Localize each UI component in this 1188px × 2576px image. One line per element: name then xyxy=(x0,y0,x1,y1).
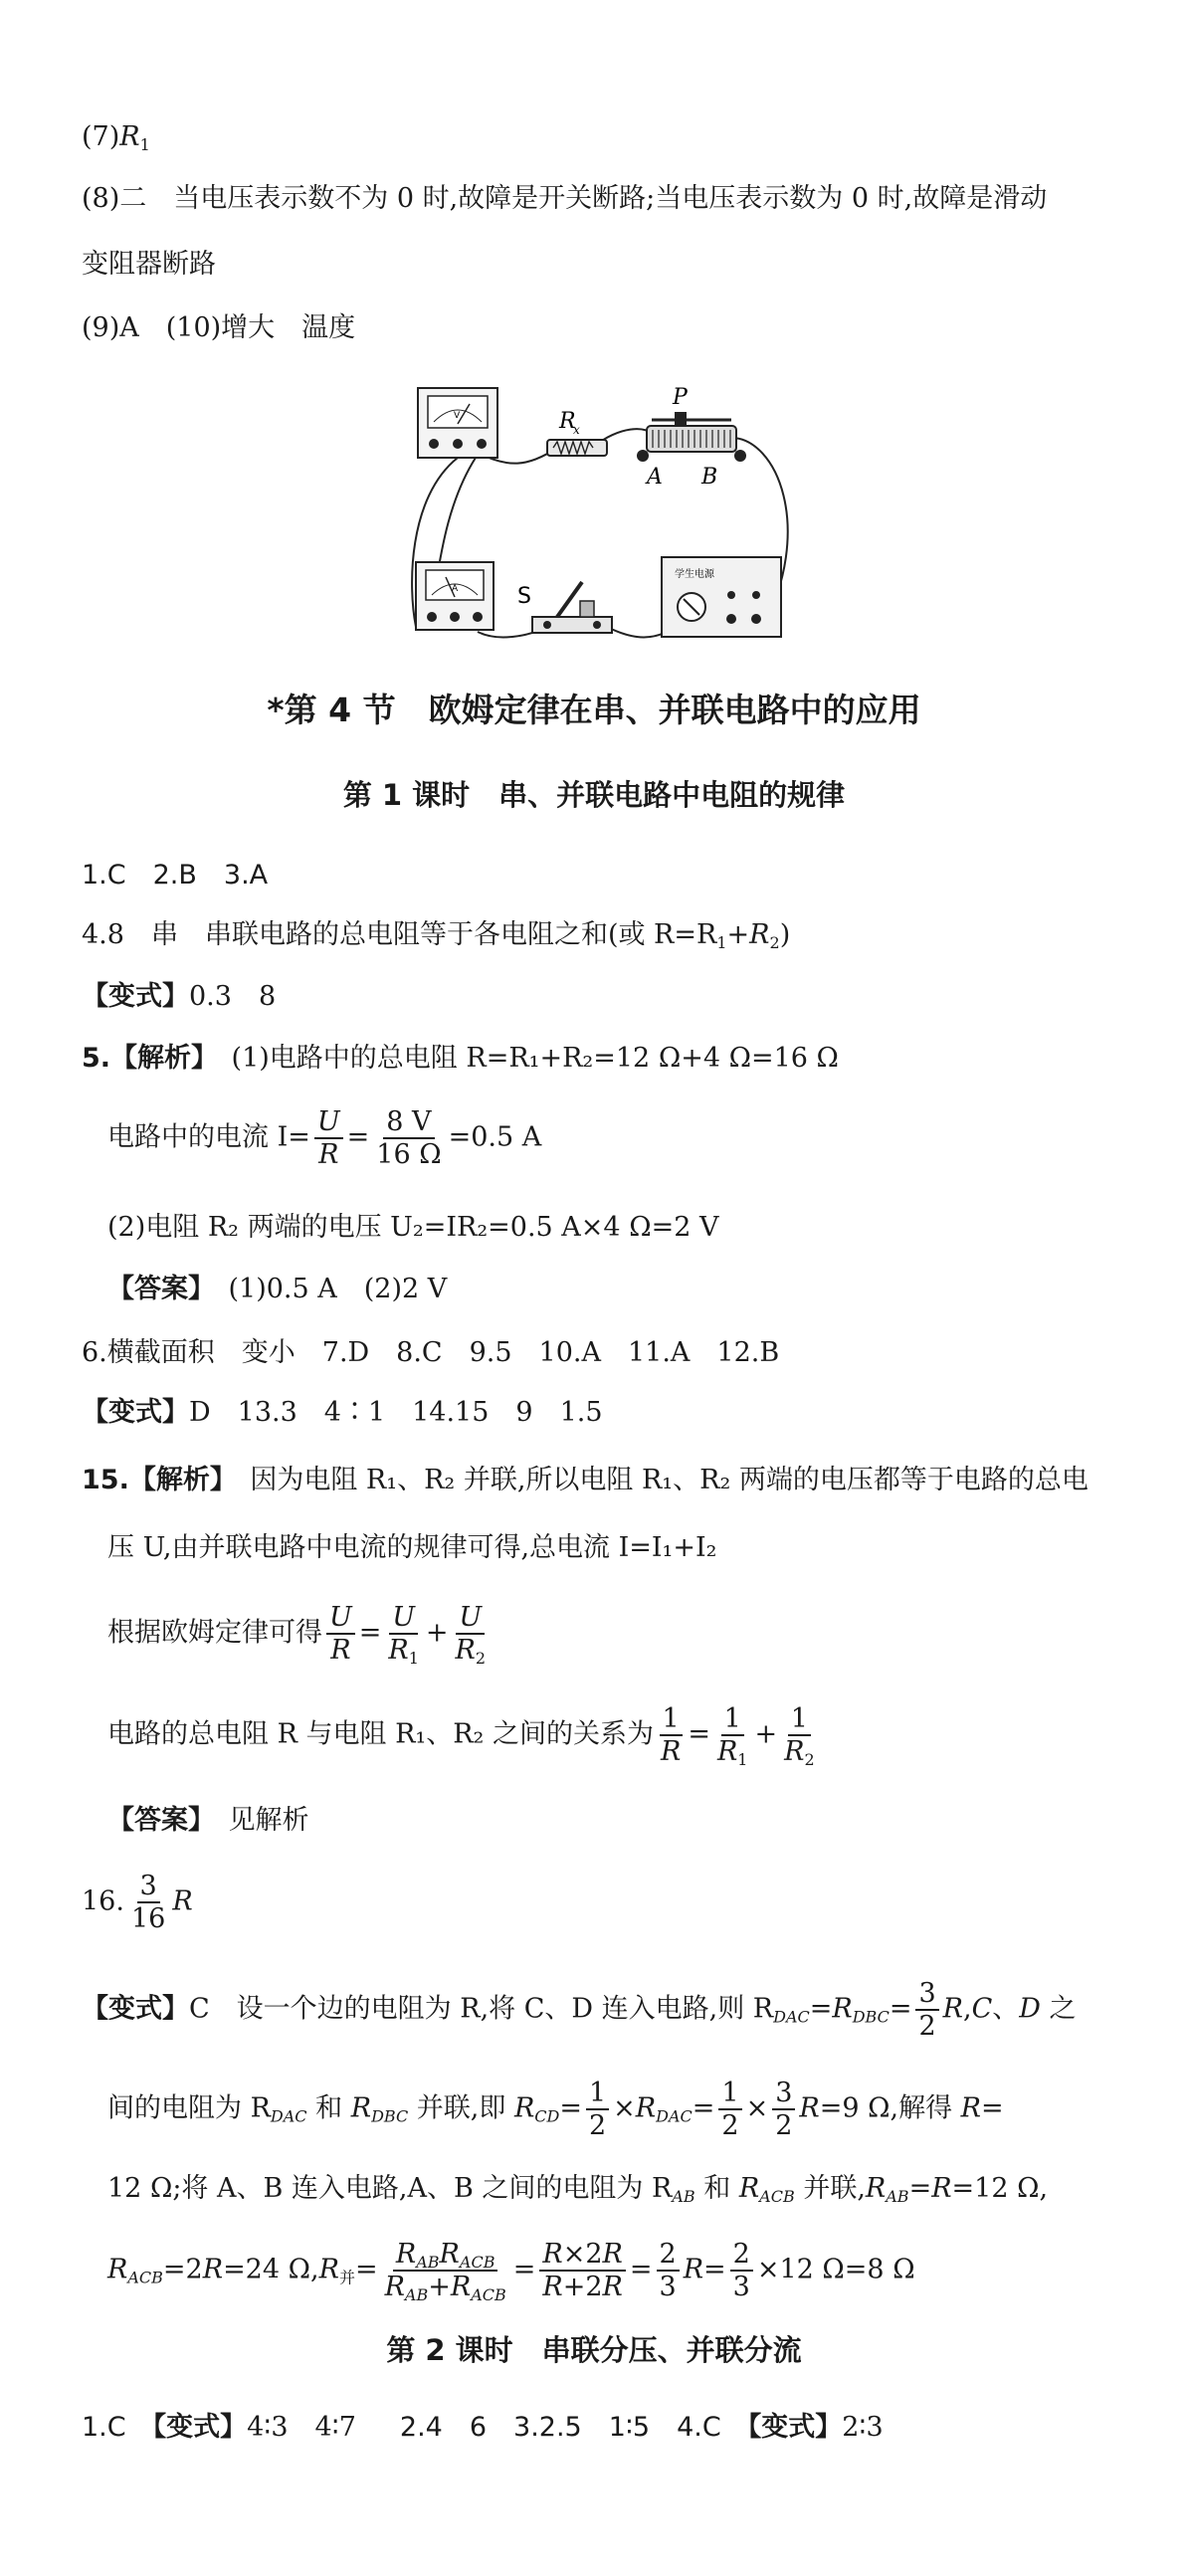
power-supply xyxy=(662,557,781,637)
lesson2-title: 第 2 课时 串联分压、并联分流 xyxy=(386,2333,802,2367)
answer-8-line2: 变阻器断路 xyxy=(82,249,216,280)
answer-15-line4: 电路的总电阻 R 与电阻 R₁、R₂ 之间的关系为 $\frac{1}{R}$ = $\frac{1}{R_1}$ + $\frac{1}{R_2}$ xyxy=(107,1703,815,1770)
answer-15-line1: 15.【解析】 因为电阻 R₁、R₂ 并联,所以电阻 R₁、R₂ 两端的电压都等于电路的总电 xyxy=(82,1465,1089,1495)
answer-7: $(7)R_1$ xyxy=(82,121,150,154)
svg-text:A: A xyxy=(452,584,459,594)
answer-8-line1: (8)二 当电压表示数不为 0 时,故障是开关断路;当电压表示数为 0 时,故障是滑动 xyxy=(82,183,1048,214)
power-label: 学生电源 xyxy=(675,569,714,580)
svg-text:V: V xyxy=(454,411,461,421)
variant-3-line2: 间的电阻为 $R_{DAC}$ 和 $R_{DBC}$ 并联,即 $R_{CD}=$ $\frac{1}{2}$ $\times R_{DAC}=$ $\frac{1}{2}$ × $\frac{3}{2}$ R=9 Ω,解得 R= xyxy=(107,2078,1004,2142)
wire-switch-power xyxy=(607,627,667,637)
answer-5-answer: 【答案】 (1)0.5 A (2)2 V xyxy=(107,1274,448,1304)
answer-9-10: (9)A (10)增大 温度 xyxy=(82,312,356,343)
answer-5-line1: 5.【解析】 (1)电路中的总电阻 R=R₁+R₂=12 Ω+4 Ω=16 Ω xyxy=(82,1043,839,1074)
answer-4: 4.8 串 串联电路的总电阻等于各电阻之和(或 $R=R_1+R_2$) xyxy=(82,919,791,952)
variant-1: 【变式】0.3 8 xyxy=(82,981,277,1012)
ammeter-bottom xyxy=(416,562,494,630)
label-rx: R xyxy=(559,409,576,434)
resistor-rx xyxy=(547,409,607,456)
variant-3-line1: 【变式】C 设一个边的电阻为 R,将 C、D 连入电路,则 $R_{DAC}=R_{DBC}=$ $\frac{3}{2}$ R,C、D 之 xyxy=(82,1978,1077,2043)
switch-s xyxy=(517,582,612,633)
answer-5-line2: 电路中的电流 I= $\frac{U}{R}$ = $\frac{8 V}{16 \Omega}$ =0.5 A xyxy=(107,1106,542,1171)
label-s: S xyxy=(517,584,531,609)
answer-5-line3: (2)电阻 R₂ 两端的电压 U₂=IR₂=0.5 A×4 Ω=2 V xyxy=(107,1212,719,1243)
answer-15-line2: 压 U,由并联电路中电流的规律可得,总电流 I=I₁+I₂ xyxy=(107,1532,717,1563)
variant-2: 【变式】D 13.3 4∶1 14.15 9 1.5 xyxy=(82,1397,603,1428)
variant-3-line4: $R_{ACB}=2R=24$ $\Omega,R_并=$ $\frac{R_{AB}R_{ACB}}{R_{AB}+R_{ACB}}$ = $\frac{R\times 2R}{R+2R}$ = $\frac{2}{3}$ R= $\frac{2}{3}$ ×12 Ω=8 Ω xyxy=(107,2239,915,2305)
label-rx-sub: x xyxy=(573,423,580,437)
label-a: A xyxy=(647,465,663,490)
section-title: *第 4 节 欧姆定律在串、并联电路中的应用 xyxy=(267,691,921,729)
lesson1-title: 第 1 课时 串、并联电路中电阻的规律 xyxy=(342,778,846,812)
rheostat xyxy=(637,385,746,490)
label-b: B xyxy=(701,465,718,490)
answers-1-3: 1.C 2.B 3.A xyxy=(82,860,269,891)
variant-3-line3: 12 Ω;将 A、B 连入电路,A、B 之间的电阻为 $R_{AB}$ 和 $R_{ACB}$ 并联$,R_{AB}=R=12$ Ω, xyxy=(107,2173,1049,2206)
answer-16: 16. $\frac{3}{16}$ R xyxy=(82,1871,193,1935)
label-p: P xyxy=(673,385,688,410)
voltmeter-top xyxy=(418,388,497,458)
lesson2-answers: 1.C 【变式】4∶3 4∶7 2.4 6 3.2.5 1∶5 4.C 【变式】2∶3 xyxy=(82,2412,884,2443)
answer-15-answer: 【答案】 见解析 xyxy=(107,1805,309,1836)
answers-6-12: 6.横截面积 变小 7.D 8.C 9.5 10.A 11.A 12.B xyxy=(82,1337,780,1368)
circuit-diagram xyxy=(398,378,816,647)
answer-15-line3: 根据欧姆定律可得 $\frac{U}{R}$ = $\frac{U}{R_1}$ + $\frac{U}{R_2}$ xyxy=(107,1602,487,1669)
